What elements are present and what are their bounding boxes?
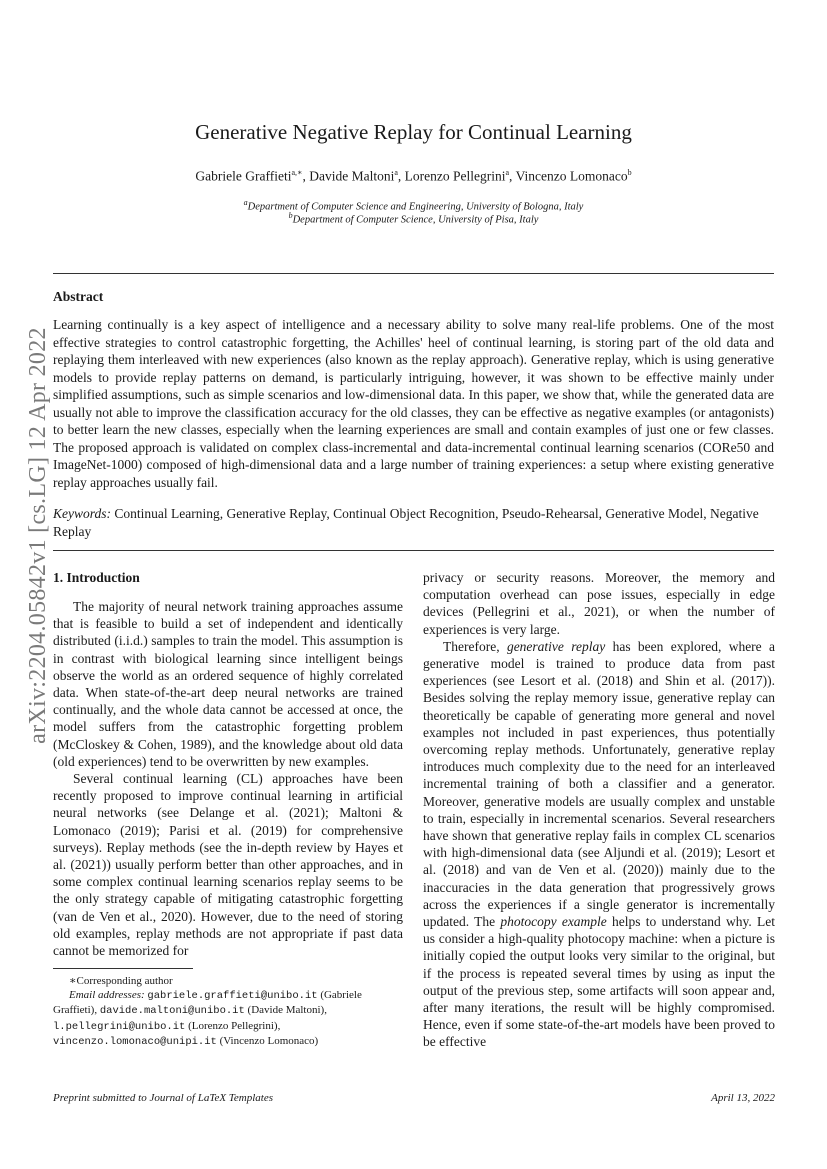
text-run: helps to understand why. Let us consider a high-quality photocopy machine: when a picture is initially copied the output looks very similar to the original, but if the process is repeated several times by using as input the output of the previous step, some artifacts will soon appear and, after many iterations, the result will be highly compromised. Hence, even if some state-of-the-art models have been proved to be effective <box>423 914 776 1050</box>
email-owner: (Lorenzo Pellegrini), <box>185 1019 281 1032</box>
footer-date: April 13, 2022 <box>711 1092 775 1104</box>
affiliation-b <box>0 211 827 226</box>
abstract-top-rule <box>53 273 774 274</box>
footnote-emails <box>53 988 405 1049</box>
text-run: Therefore, <box>443 638 507 654</box>
emphasis-generative-replay: generative replay <box>506 638 606 654</box>
author-list <box>0 168 827 185</box>
author-name: Gabriele Graffieti <box>195 168 292 184</box>
author-name: Vincenzo Lomonaco <box>515 168 628 184</box>
email-owner: (Gabriele Graffieti), <box>53 989 362 1017</box>
intro-paragraph-3: privacy or security reasons. Moreover, the memory and computation overhead can pose issues, especially in edge devices (Pellegrini et al., 2021), or when the number of experiences is very large. <box>423 570 775 637</box>
email-label: Email addresses: <box>69 989 148 1002</box>
paper-title: Generative Negative Replay for Continual Learning <box>195 120 632 144</box>
intro-paragraph-1: The majority of neural network training approaches assume that is feasible to build a set of independent and identically distributed (i.i.d.) samples to train the model. This assumption is in contrast with biological learning since intelligent beings observe the world as an ordered sequence of highly correlated data. When state-of-the-art deep neural networks are trained continually, and the whole data cannot be accessed at once, the model suffers from the catastrophic forgetting problem (McCloskey & Cohen, 1989), and the knowledge about old data (old experiences) tend to be overwritten by new examples. <box>53 599 403 769</box>
text-run: has been explored, where a generative model is trained to produce data from past experiences (see Lesort et al. (2018) and Shin et al. (2017)). Besides solving the replay memory issue, generative replay can theoretically be capable of generating more general and novel examples not included in past experiences, thus potentially overcoming replay methods. Unfortunately, generative replay introduces much complexity due to the need for an interleaved incremental training of both a classifier and a generator. Moreover, generative models are usually complex and unstable to train, especially in incremental scenarios. Several researchers have shown that generative replay fails in complex CL scenarios with high-dimensional data (see Aljundi et al. (2019); Lesort et al. (2018) and van de Ven et al. (2020)) mainly due to the inaccuracies in the data generation that progressively grows across the experiences if a single generator is incrementally updated. The <box>423 638 776 930</box>
right-column <box>423 569 775 1051</box>
email-link[interactable]: vincenzo.lomonaco@unipi.it <box>53 1035 217 1048</box>
footnote-rule <box>53 968 193 969</box>
email-link[interactable]: l.pellegrini@unibo.it <box>53 1020 186 1033</box>
affiliation-text: Department of Computer Science and Engineering, University of Bologna, Italy <box>247 201 584 213</box>
arxiv-sidebar-stamp <box>18 326 58 744</box>
author-mark: a <box>394 168 398 177</box>
footnote-corresponding: ∗Corresponding author <box>69 975 173 987</box>
email-link[interactable]: davide.maltoni@unibo.it <box>99 1005 245 1018</box>
email-owner: (Vincenzo Lomonaco) <box>216 1034 319 1047</box>
abstract-bottom-rule <box>53 550 774 551</box>
keywords-label: Keywords: <box>53 506 111 521</box>
author-name: Davide Maltoni <box>309 168 395 184</box>
email-owner: (Davide Maltoni), <box>244 1004 327 1017</box>
footnote <box>53 974 405 1049</box>
author-separator: , <box>302 168 310 184</box>
emphasis-photocopy-example: photocopy example <box>500 914 607 930</box>
intro-paragraph-2: Several continual learning (CL) approaches have been recently proposed to improve continual learning in artificial neural networks (see Delange et al. (2021); Maltoni & Lomonaco (2019); Parisi et al. (2019) for comprehensive surveys). Replay methods (see the in-depth review by Hayes et al. (2021)) usually perform better than other approaches, and in some complex continual learning scenarios replay seems to be the only strategy capable of mitigating catastrophic forgetting (van de Ven et al., 2020). However, due to the need of storing old examples, replay methods are not appropriate if past data cannot be memorized for <box>53 771 403 959</box>
affiliation-mark: a <box>243 198 248 207</box>
affiliation-text: Department of Computer Science, University of Pisa, Italy <box>292 214 539 226</box>
keywords-list: Continual Learning, Generative Replay, Continual Object Recognition, Pseudo-Rehearsal, Generative Model, Negative Replay <box>53 506 759 539</box>
abstract-body: Learning continually is a key aspect of intelligence and a necessary ability to solve many real-life problems. One of the most effective strategies to control catastrophic forgetting, the Achilles' heel of continual learning, is storing part of the old data and replaying them interleaved with new experiences (also known as the replay approach). Generative replay, which is using generative models to provide replay patterns on demand, is particularly intriguing, however, it was shown to be effective mainly under simplified assumptions, such as simple scenarios and low-dimensional data. In this paper, we show that, while the generated data are usually not able to improve the classification accuracy for the old classes, they can be effective as negative examples (or antagonists) to better learn the new classes, especially when the learning experiences are small and contain examples of just one or few classes. The proposed approach is validated on complex class-incremental and data-incremental continual learning scenarios (CORe50 and ImageNet-1000) composed of high-dimensional data and a large number of training experiences: a setup where existing generative replay approaches usually fail. <box>53 317 774 490</box>
section-heading-introduction: 1. Introduction <box>53 570 140 585</box>
footer-preprint-note: Preprint submitted to Journal of LaTeX Templates <box>53 1092 274 1104</box>
author-mark: a,∗ <box>291 168 303 177</box>
left-column <box>53 598 403 959</box>
affiliation-mark: b <box>288 211 293 220</box>
author-separator: , <box>397 168 405 184</box>
author-mark: a <box>505 168 510 177</box>
author-name: Lorenzo Pellegrini <box>404 168 506 184</box>
author-separator: , <box>509 168 516 184</box>
abstract-heading: Abstract <box>53 289 104 304</box>
arxiv-id: arXiv:2204.05842v1 [cs.LG] 12 Apr 2022 <box>24 326 51 744</box>
keywords <box>53 505 774 540</box>
author-mark: b <box>627 168 632 177</box>
intro-paragraph-4 <box>423 638 775 1051</box>
email-link[interactable]: gabriele.graffieti@unibo.it <box>147 990 318 1003</box>
